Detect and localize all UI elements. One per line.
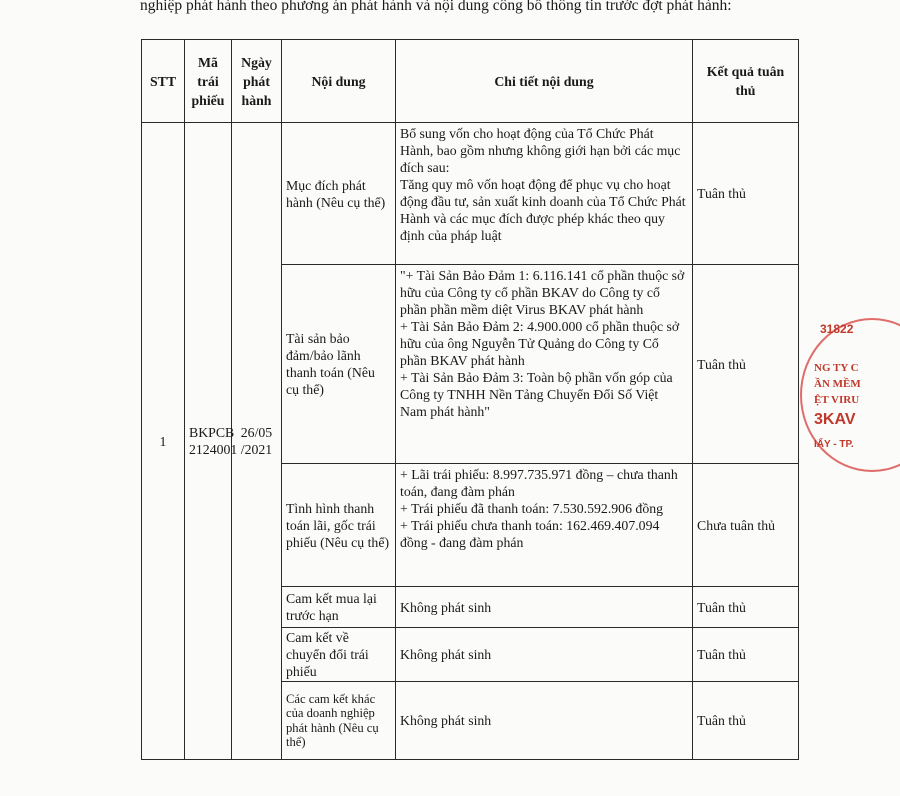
row-detail (396, 464, 693, 587)
row-label: Tài sản bảo đảm/bảo lãnh thanh toán (Nêu cụ thể) (282, 265, 396, 464)
detail-line: + Trái phiếu đã thanh toán: 7.530.592.906 đồng (400, 501, 664, 516)
header-stt: STT (142, 40, 185, 123)
row-result: Tuân thủ (693, 628, 799, 682)
issue-date-cell: 26/05 /2021 (232, 123, 282, 760)
stamp-line: IẤY - TP. (814, 439, 854, 450)
row-detail (396, 628, 693, 682)
detail-line: Không phát sinh (400, 647, 492, 662)
compliance-table (141, 39, 799, 760)
row-result: Tuân thủ (693, 682, 799, 760)
stamp-line: 3KAV (814, 411, 856, 428)
row-label: Các cam kết khác của doanh nghiệp phát hành (Nêu cụ thể) (282, 682, 396, 760)
stamp-line: ẦN MỀM (814, 378, 861, 390)
row-result: Chưa tuân thủ (693, 464, 799, 587)
header-bond-code: Mã trái phiếu (185, 40, 232, 123)
detail-line: "+ Tài Sản Bảo Đảm 1: 6.116.141 cổ phần thuộc sở hữu của Công ty cổ phần BKAV do Công ty cổ phần phần mềm diệt Virus BKAV phát hành (400, 268, 685, 317)
detail-line: + Trái phiếu chưa thanh toán: 162.469.407.094 đồng - đang đàm phán (400, 518, 660, 550)
row-detail (396, 587, 693, 628)
company-stamp (800, 318, 900, 468)
detail-line: Bổ sung vốn cho hoạt động của Tổ Chức Phát Hành, bao gồm nhưng không giới hạn bởi các mục đích sau: (400, 126, 681, 175)
stamp-line: ỆT VIRU (814, 394, 860, 406)
row-label: Mục đích phát hành (Nêu cụ thể) (282, 123, 396, 265)
row-detail (396, 123, 693, 265)
detail-line: Tăng quy mô vốn hoạt động để phục vụ cho hoạt động đầu tư, sản xuất kinh doanh của Tổ Chức Phát Hành và các mục đích được phép khác theo quy định của pháp luật (400, 177, 686, 243)
row-result: Tuân thủ (693, 587, 799, 628)
stamp-line: NG TY C (814, 362, 859, 374)
row-result: Tuân thủ (693, 123, 799, 265)
row-detail (396, 265, 693, 464)
detail-line: Không phát sinh (400, 599, 492, 615)
row-detail (396, 682, 693, 760)
row-label: Cam kết về chuyển đổi trái phiếu (282, 628, 396, 682)
row-label: Tình hình thanh toán lãi, gốc trái phiếu (Nêu cụ thể) (282, 464, 396, 587)
header-issue-date: Ngày phát hành (232, 40, 282, 123)
detail-line: + Tài Sản Bảo Đảm 2: 4.900.000 cổ phần thuộc sở hữu của ông Nguyễn Tử Quảng do Công ty Cổ phần BKAV phát hành (400, 319, 680, 368)
header-result: Kết quả tuân thủ (693, 40, 799, 123)
detail-line: + Lãi trái phiếu: 8.997.735.971 đồng – chưa thanh toán, đang đàm phán (400, 467, 678, 499)
row-result: Tuân thủ (693, 265, 799, 464)
detail-line: Không phát sinh (400, 713, 492, 728)
header-detail: Chi tiết nội dung (396, 40, 693, 123)
table-row (142, 123, 799, 265)
stamp-line: 31822 (820, 322, 854, 336)
intro-text: nghiệp phát hành theo phương án phát hành và nội dung công bố thông tin trước đợt phát hành: (140, 0, 732, 14)
header-content: Nội dung (282, 40, 396, 123)
bond-code-cell: BKPCB 2124001 (185, 123, 232, 760)
stt-cell: 1 (142, 123, 185, 760)
detail-line: + Tài Sản Bảo Đảm 3: Toàn bộ phần vốn góp của Công ty TNHH Nền Tảng Chuyển Đổi Số Việt Nam phát hành" (400, 370, 673, 419)
row-label: Cam kết mua lại trước hạn (282, 587, 396, 628)
